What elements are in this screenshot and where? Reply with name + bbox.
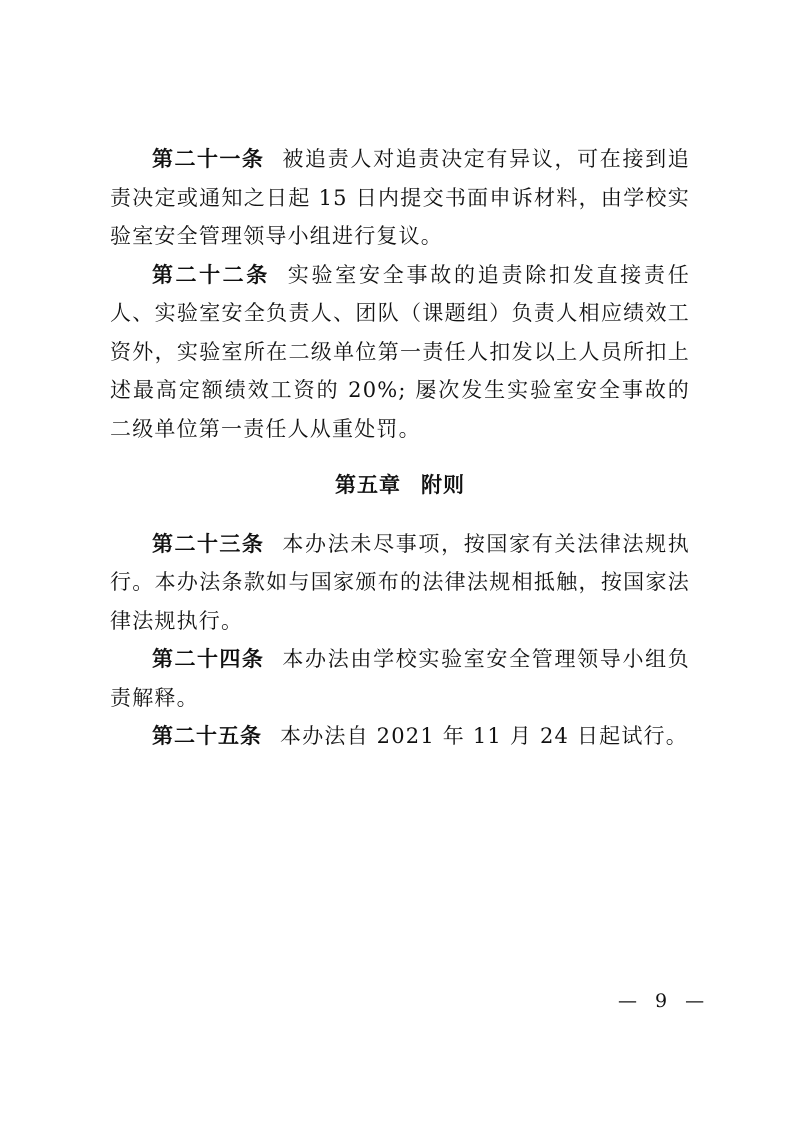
article-23 [110,525,690,641]
article-text: 本办法自 2021 年 11 月 24 日起试行。 [280,724,688,748]
article-text: 被追责人对追责决定有异议，可在接到追责决定或通知之日起 15 日内提交书面申诉材料，由学校实验室安全管理领导小组进行复议。 [110,147,691,248]
page-number: — 9 — [618,990,711,1012]
article-text: 本办法由学校实验室安全管理领导小组负责解释。 [110,647,691,710]
chapter-heading [110,466,690,505]
article-text: 本办法未尽事项，按国家有关法律法规执行。本办法条款如与国家颁布的法律法规相抵触，按国家法律法规执行。 [110,531,691,633]
article-number: 第二十一条 [152,147,265,171]
article-number: 第二十四条 [152,647,265,671]
document-body [110,140,690,756]
chapter-title: 附则 [421,473,465,497]
article-number: 第二十二条 [152,262,270,287]
article-number: 第二十三条 [152,531,265,556]
article-21 [110,140,690,256]
chapter-number: 第五章 [335,473,401,497]
article-25 [110,717,690,756]
article-22 [110,256,690,449]
article-24 [110,640,690,717]
article-number: 第二十五条 [152,724,262,748]
article-text: 实验室安全事故的追责除扣发直接责任人、实验室安全负责人、团队（课题组）负责人相应绩效工资外，实验室所在二级单位第一责任人扣发以上人员所扣上述最高定额绩效工资的 20%; 屡次发生实验室安全事故的二级单位第一责任人从重处罚。 [110,262,690,441]
